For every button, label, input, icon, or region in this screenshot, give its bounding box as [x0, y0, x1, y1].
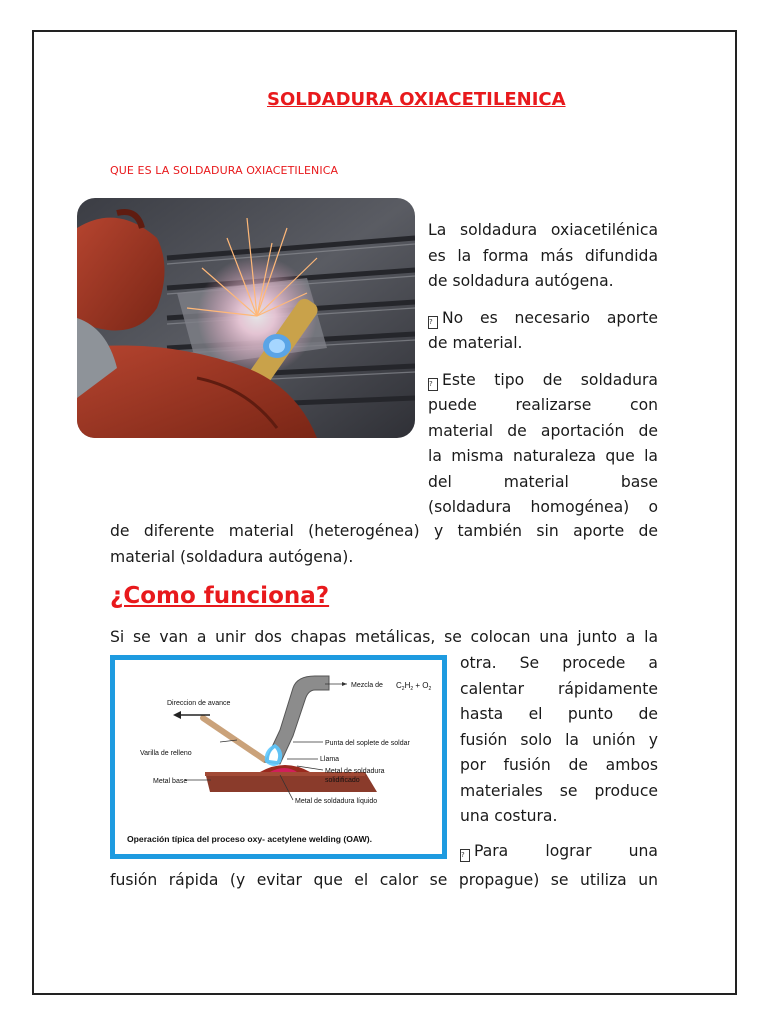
text-line: una costura.: [460, 807, 558, 825]
welding-photo: [77, 198, 415, 438]
diagram-label-flame: Llama: [320, 756, 340, 763]
text-line: es la forma más difundida: [428, 246, 658, 265]
diagram-label-direction: Direccion de avance: [167, 700, 231, 707]
diagram-label-torch-tip: Punta del soplete de soldar: [325, 740, 410, 747]
bullet-paragraph-2: [428, 368, 658, 521]
text-line: de material.: [428, 334, 523, 352]
text-line: puede realizarse con: [428, 396, 658, 414]
document-title: SOLDADURA OXIACETILENICA: [267, 89, 566, 110]
text-line: materiales se produce: [460, 781, 658, 800]
intro-continuation: [110, 519, 658, 570]
text-line: Para lograr una: [474, 841, 658, 860]
section-subtitle: QUE ES LA SOLDADURA OXIACETILENICA: [110, 164, 339, 177]
intro-paragraph: [428, 218, 658, 295]
text-line: del material base: [428, 472, 658, 491]
text-line: (soldadura homogénea) o: [428, 498, 658, 516]
diagram-label-solidified-2: solidificado: [325, 777, 360, 784]
diagram-label-mix: Mezcla de: [351, 682, 383, 689]
text-line: fusión solo la unión y: [460, 730, 658, 749]
text-line: la misma naturaleza que la: [428, 447, 658, 465]
text-line: fusión rápida (y evitar que el calor se propague) se utiliza un: [110, 871, 658, 889]
text-line: No es necesario aporte: [442, 308, 658, 327]
diagram-label-solidified: Metal de soldadura: [325, 768, 385, 775]
bullet-icon: ?: [460, 849, 470, 862]
text-line: por fusión de ambos: [460, 756, 658, 774]
text-line: otra. Se procede a: [460, 654, 658, 672]
text-line: La soldadura oxiacetilénica: [428, 221, 658, 239]
bullet-icon: ?: [428, 378, 438, 391]
diagram-label-base: Metal base: [153, 778, 188, 785]
section-last-line: [110, 868, 658, 894]
text-line: material de aportación de: [428, 421, 658, 440]
text-line: material (soldadura autógena).: [110, 547, 354, 566]
oaw-diagram: [110, 655, 447, 859]
diagram-label-liquid: Metal de soldadura líquido: [295, 798, 378, 805]
diagram-label-rod: Varilla de relleno: [140, 750, 192, 757]
diagram-formula: $C_2H_2 + O_2$: [396, 681, 432, 692]
bullet-paragraph-1: [428, 306, 658, 357]
diagram-caption: Operación típica del proceso oxy- acetylene welding (OAW).: [127, 834, 372, 844]
text-line: de diferente material (heterogénea) y también sin aporte de: [110, 522, 658, 540]
text-line: hasta el punto de: [460, 705, 658, 723]
text-line: calentar rápidamente: [460, 679, 658, 698]
intro-text-block: [428, 218, 658, 532]
section-side-text: [460, 651, 658, 864]
text-line: Si se van a unir dos chapas metálicas, se colocan una junto a la: [110, 628, 658, 646]
text-line: de soldadura autógena.: [428, 272, 614, 290]
section-heading: ¿Como funciona?: [110, 583, 330, 609]
text-line: Este tipo de soldadura: [442, 370, 658, 389]
section-first-line: [110, 625, 658, 651]
bullet-icon: ?: [428, 316, 438, 329]
